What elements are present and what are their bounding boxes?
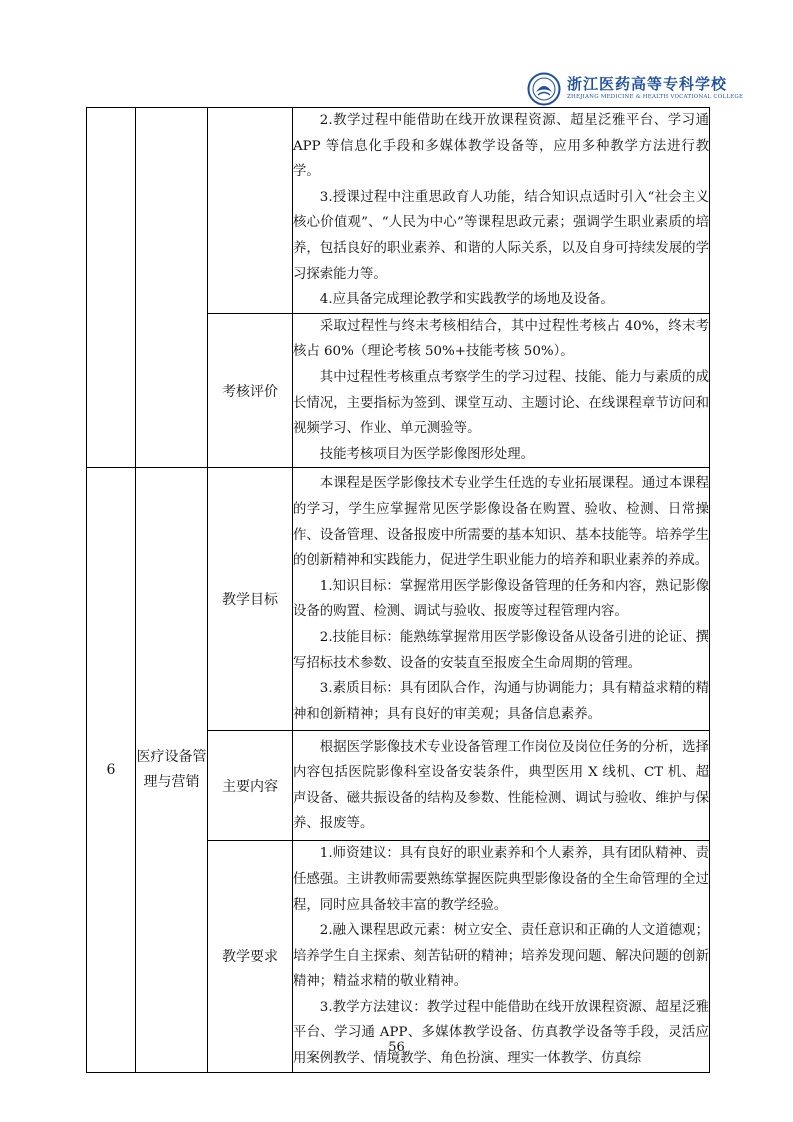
item-label-cell: 教学目标	[208, 468, 293, 731]
content-paragraph: 技能考核项目为医学影像图形处理。	[319, 446, 535, 462]
school-subname: ZHEJIANG MEDICINE & HEALTH VOCATIONAL COLLEGE	[567, 94, 744, 100]
content-paragraph: 3.素质目标：具有团队合作，沟通与协调能力；具有精益求精的精神和创新精神；具有良好的审美观；具备信息素养。	[293, 681, 709, 722]
content-cell	[293, 841, 710, 1072]
item-label-cell: 主要内容	[208, 731, 293, 841]
content-paragraph: 3.授课过程中注重思政育人功能，结合知识点适时引入“社会主义核心价值观”、“人民为中心”等课程思政元素；强调学生职业素质的培养，包括良好的职业素养、和谐的人际关系，以及自身可持续发展的学习探索能力等。	[293, 189, 709, 282]
item-label-cell	[208, 108, 293, 314]
content-paragraph: 采取过程性与终末考核相结合，其中过程性考核占 40%，终末考核占 60%（理论考核 50%+技能考核 50%）。	[293, 318, 709, 360]
content-paragraph: 根据医学影像技术专业设备管理工作岗位及岗位任务的分析，选择内容包括医院影像科室设备安装条件，典型医用 X 线机、CT 机、超声设备、磁共振设备的结构及参数、性能检测、调试与验收、维护与保养、报废等。	[293, 739, 709, 832]
content-paragraph: 本课程是医学影像技术专业学生任选的专业拓展课程。通过本课程的学习，学生应掌握常见医学影像设备在购置、验收、检测、日常操作、设备管理、设备报废中所需要的基本知识、基本技能等。培养学生的创新精神和实践能力，促进学生职业能力的培养和职业素养的养成。	[293, 476, 709, 569]
table-row	[87, 468, 710, 731]
course-number-cell: 6	[87, 468, 136, 1072]
content-cell	[293, 108, 710, 314]
school-name: 浙江医药高等专科学校	[567, 75, 728, 93]
content-paragraph: 2.技能目标：能熟练掌握常用医学影像设备从设备引进的论证、撰写招标技术参数、设备的安装直至报废全生命周期的管理。	[293, 629, 709, 671]
table-row	[87, 108, 710, 314]
school-logo	[527, 70, 744, 110]
content-paragraph: 2.融入课程思政元素：树立安全、责任意识和正确的人文道德观；培养学生自主探索、刻苦钻研的精神；培养发现问题、解决问题的创新精神；精益求精的敬业精神。	[293, 923, 709, 990]
content-cell	[293, 313, 710, 468]
item-label-cell: 考核评价	[208, 313, 293, 468]
content-cell	[293, 468, 710, 731]
content-paragraph: 4.应具备完成理论教学和实践教学的场地及设备。	[319, 292, 614, 308]
course-name-cell: 医疗设备管理与营销	[136, 468, 208, 1072]
item-label-cell: 教学要求	[208, 841, 293, 1072]
curriculum-table	[86, 107, 710, 1073]
content-paragraph: 3.教学方法建议：教学过程中能借助在线开放课程资源、超星泛雅平台、学习通 APP、多媒体教学设备、仿真教学设备等手段，灵活应用案例教学、情境教学、角色扮演、理实一体教学、仿真综	[293, 999, 709, 1067]
page-number: 56	[388, 1040, 405, 1055]
content-paragraph: 其中过程性考核重点考察学生的学习过程、技能、能力与素质的成长情况，主要指标为签到、课堂互动、主题讨论、在线课程章节访问和视频学习、作业、单元测验等。	[293, 369, 709, 437]
course-number-cell	[87, 108, 136, 468]
content-paragraph: 2.教学过程中能借助在线开放课程资源、超星泛雅平台、学习通 APP 等信息化手段和多媒体教学设备等，应用多种教学方法进行教学。	[293, 113, 709, 180]
course-name-cell	[136, 108, 208, 468]
content-paragraph: 1.师资建议：具有良好的职业素养和个人素养，具有团队精神、责任感强。主讲教师需要熟练掌握医院典型影像设备的全生命管理的全过程，同时应具备较丰富的教学经验。	[293, 846, 709, 913]
content-cell	[293, 731, 710, 841]
school-seal-icon	[527, 72, 561, 106]
content-paragraph: 1.知识目标：掌握常用医学影像设备管理的任务和内容，熟记影像设备的购置、检测、调试与验收、报废等过程管理内容。	[293, 578, 709, 620]
